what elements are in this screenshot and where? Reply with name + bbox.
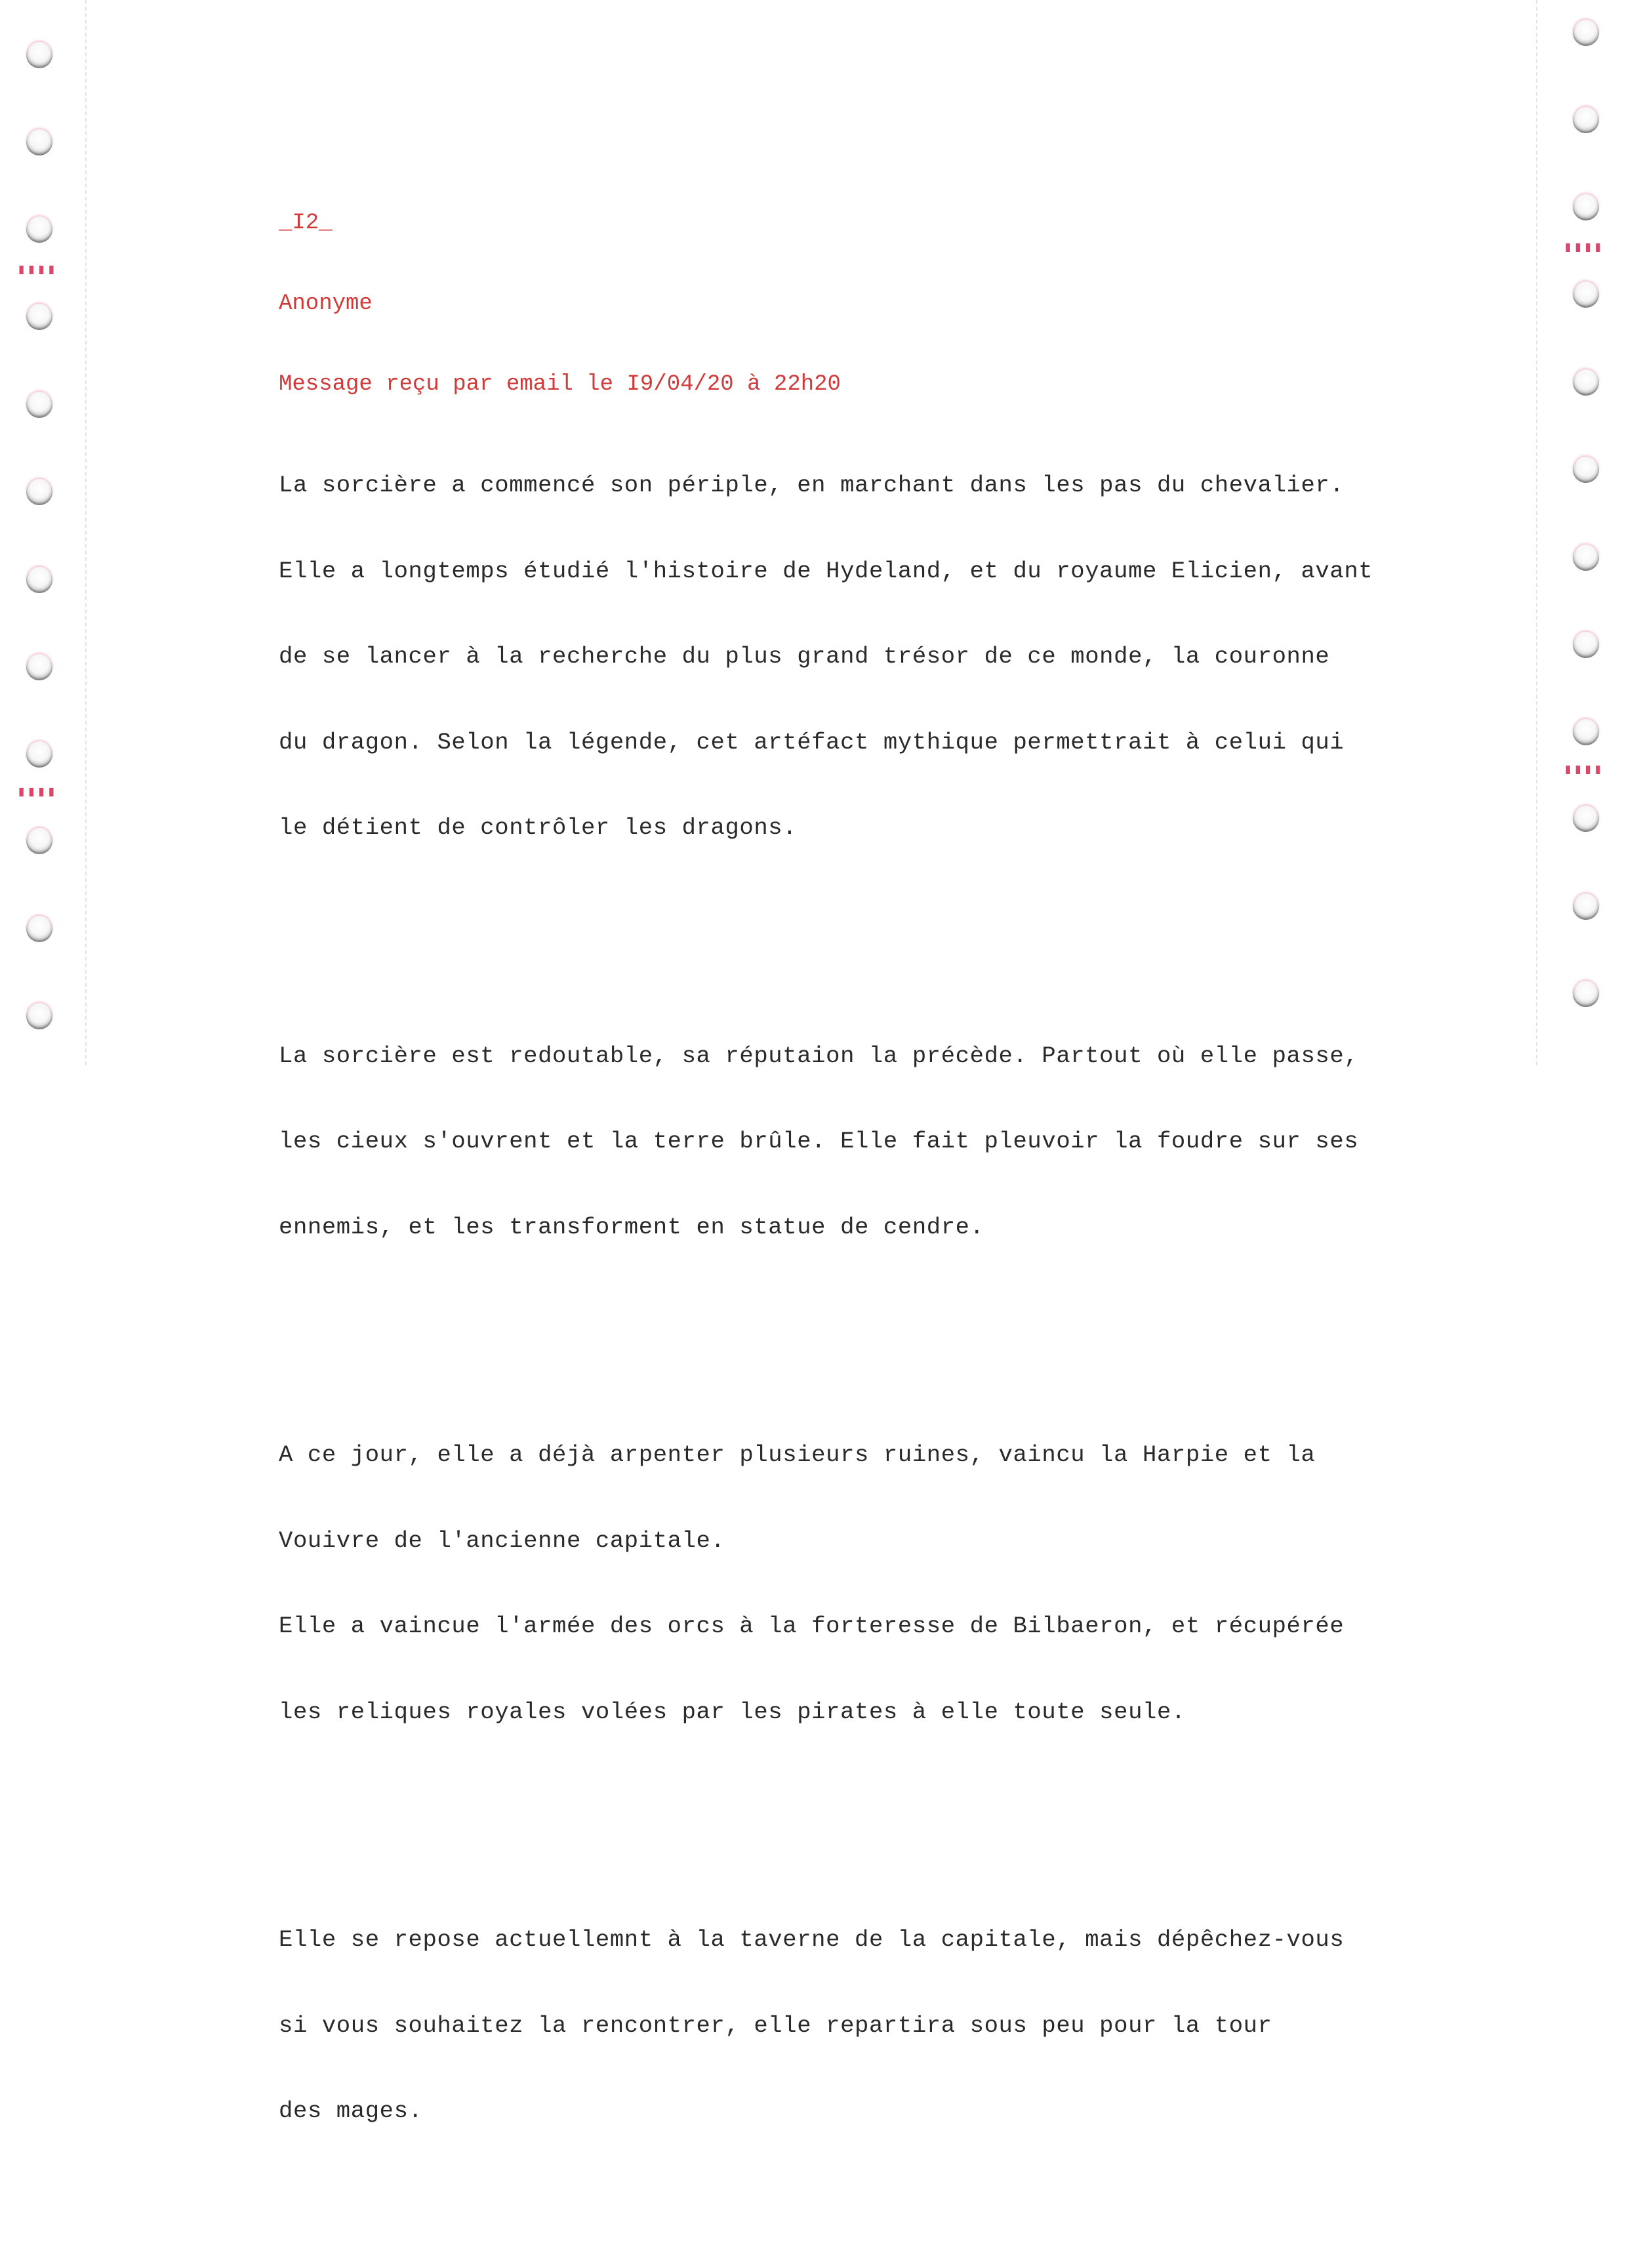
feed-hole xyxy=(1573,545,1599,571)
right-tractor-strip xyxy=(1536,0,1641,1065)
feed-hole xyxy=(1573,632,1599,658)
text-line: Elle se repose actuellemnt à la taverne de la capitale, mais dépêchez-vous xyxy=(279,1926,1345,1953)
feed-hole xyxy=(26,304,52,330)
paragraph xyxy=(279,1384,1373,1783)
feed-hole xyxy=(1573,20,1599,46)
text-line: du dragon. Selon la légende, cet artéfact mythique permettrait à celui qui xyxy=(279,728,1345,756)
message-number: _I2_ xyxy=(279,211,333,236)
feed-hole xyxy=(26,129,52,155)
feed-hole xyxy=(1573,806,1599,832)
feed-hole xyxy=(26,479,52,505)
paragraph xyxy=(279,1868,1373,2183)
feed-hole xyxy=(26,1003,52,1029)
perforation-mark: ▮▮▮▮ xyxy=(1564,239,1604,255)
message-received-line: Message reçu par email le I9/04/20 à 22h20 xyxy=(279,372,841,397)
text-line: les cieux s'ouvrent et la terre brûle. Elle fait pleuvoir la foudre sur ses xyxy=(279,1128,1359,1155)
perforation-mark: ▮▮▮▮ xyxy=(17,783,57,800)
text-line: si vous souhaitez la rencontrer, elle repartira sous peu pour la tour xyxy=(279,2011,1272,2039)
message-body xyxy=(279,357,1373,2268)
paragraph xyxy=(279,414,1373,899)
text-line: La sorcière est redoutable, sa réputaion la précède. Partout où elle passe, xyxy=(279,1042,1359,1069)
text-line: La sorcière a commencé son périple, en marchant dans les pas du chevalier. xyxy=(279,472,1345,499)
text-line: les reliques royales volées par les pirates à elle toute seule. xyxy=(279,1698,1186,1725)
feed-hole xyxy=(1573,194,1599,220)
feed-hole xyxy=(26,567,52,593)
feed-hole xyxy=(26,42,52,68)
paragraph xyxy=(279,985,1373,1299)
feed-hole xyxy=(26,828,52,854)
text-line: Elle a vaincue l'armée des orcs à la forteresse de Bilbaeron, et récupérée xyxy=(279,1613,1345,1639)
feed-hole xyxy=(1573,457,1599,483)
perforation-mark: ▮▮▮▮ xyxy=(1564,761,1604,777)
feed-hole xyxy=(26,916,52,942)
text-line: le détient de contrôler les dragons. xyxy=(279,814,798,841)
text-line: Elle a longtemps étudié l'histoire de Hydeland, et du royaume Elicien, avant xyxy=(279,557,1373,585)
perforation-mark: ▮▮▮▮ xyxy=(17,261,57,278)
feed-hole xyxy=(1573,281,1599,308)
feed-hole xyxy=(1573,981,1599,1007)
message-author: Anonyme xyxy=(279,291,373,316)
feed-hole xyxy=(26,654,52,680)
text-line: ennemis, et les transforment en statue de cendre. xyxy=(279,1213,984,1241)
text-line: de se lancer à la recherche du plus grand trésor de ce monde, la couronne xyxy=(279,643,1330,670)
feed-hole xyxy=(1573,894,1599,920)
left-tractor-strip xyxy=(0,0,87,1065)
feed-hole xyxy=(1573,107,1599,133)
text-line: A ce jour, elle a déjà arpenter plusieurs ruines, vaincu la Harpie et la xyxy=(279,1441,1316,1468)
feed-hole xyxy=(1573,369,1599,396)
feed-hole xyxy=(26,392,52,418)
feed-hole xyxy=(1573,719,1599,745)
text-line: Vouivre de l'ancienne capitale. xyxy=(279,1527,725,1554)
feed-hole xyxy=(26,216,52,243)
feed-hole xyxy=(26,741,52,768)
text-line: des mages. xyxy=(279,2097,423,2124)
